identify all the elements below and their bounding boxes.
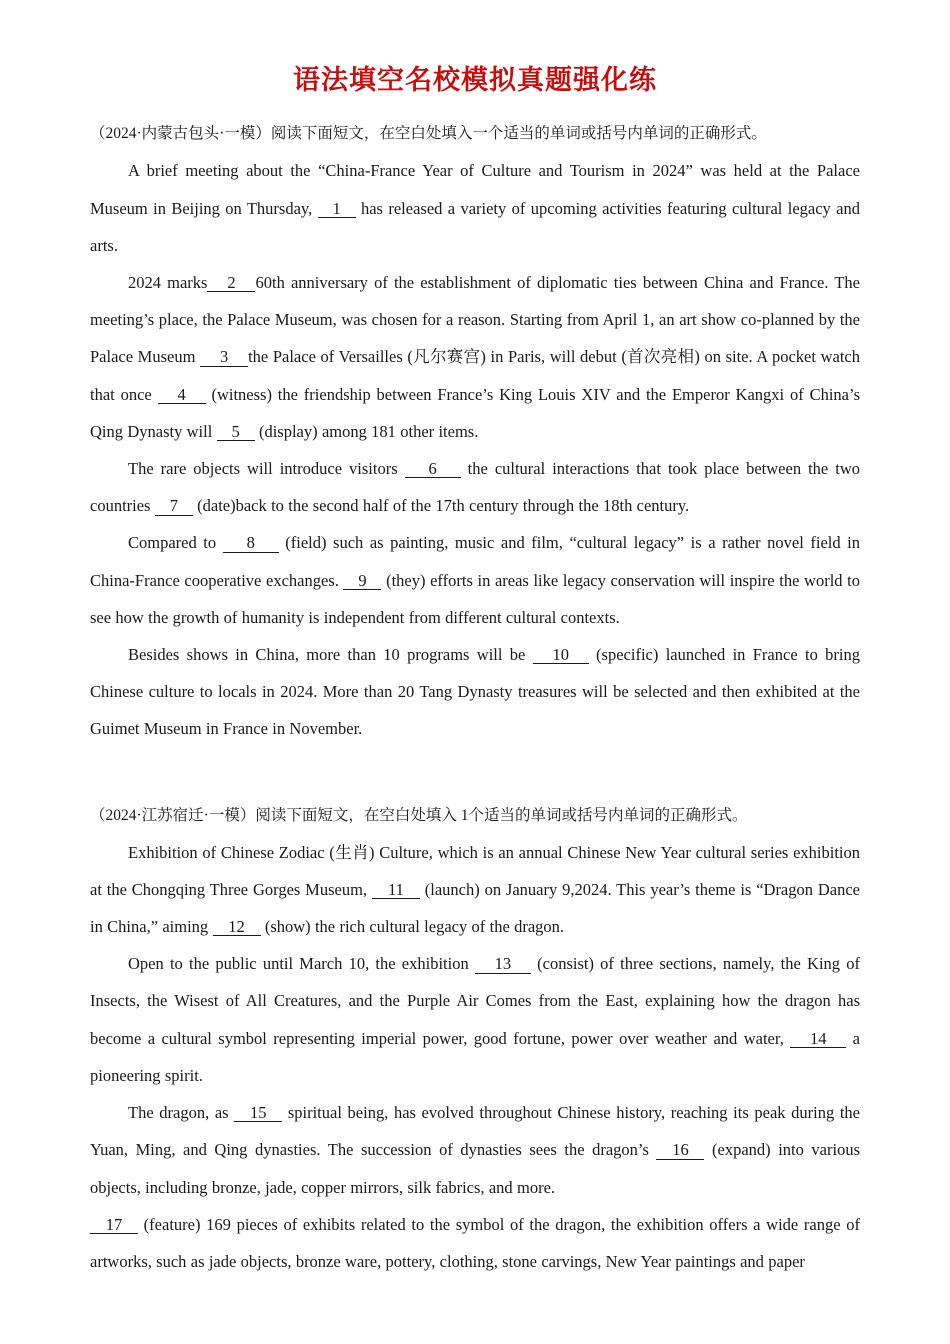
- passage-text: (witness) the friendship between France’s King Louis XIV and the Emperor Kangxi of China’s Qing Dynasty will: [90, 384, 860, 441]
- passage-text: Besides shows in China, more than 10 programs will be: [128, 645, 533, 665]
- passage-text: Open to the public until March 10, the exhibition: [128, 954, 475, 974]
- passage-body: [90, 146, 860, 747]
- passage-text: the cultural interactions that took place between the two countries: [90, 459, 860, 516]
- exercise-instruction: （2024·内蒙古包头·一模）阅读下面短文，在空白处填入一个适当的单词或括号内单词的正确形式。: [90, 125, 767, 143]
- answer-blank-3[interactable]: 3: [200, 348, 248, 366]
- passage-text: the Palace of Versailles (凡尔赛宫) in Paris, will debut (首次亮相) on site. A pocket watch that once: [90, 347, 860, 404]
- passage-text: (expand) into various objects, including bronze, jade, copper mirrors, silk fabrics, and more.: [90, 1140, 861, 1197]
- answer-blank-7[interactable]: 7: [155, 497, 193, 515]
- passage-paragraph: [90, 524, 860, 636]
- exercise-instruction: （2024·江苏宿迁·一模）阅读下面短文，在空白处填入 1个适当的单词或括号内单词的正确形式。: [90, 806, 748, 824]
- passage-paragraph: [90, 828, 860, 946]
- passage-paragraph: [90, 945, 860, 1094]
- passage-body: [90, 828, 860, 1280]
- passage-text: spiritual being, has evolved throughout Chinese history, reaching its peak during the Yuan, Ming, and Qing dynasties. The succession of dynasties sees the dragon’s: [90, 1103, 860, 1160]
- passage-text: a pioneering spirit.: [90, 1028, 860, 1085]
- passage-text: 60th anniversary of the establishment of diplomatic ties between China and France. The meeting’s place, the Palace Museum, was chosen for a reason. Starting from April 1, an art show co-planned by the Palace Museum: [90, 273, 861, 367]
- passage-text: (launch) on January 9,2024. This year’s theme is “Dragon Dance in China,” aiming: [90, 879, 860, 937]
- answer-blank-12[interactable]: 12: [213, 918, 261, 936]
- passage-text: 2024 marks: [128, 273, 208, 293]
- passage-text: (display) among 181 other items.: [254, 421, 479, 441]
- passage-text: (they) efforts in areas like legacy conservation will inspire the world to see how the growth of humanity is independent from different cultural contexts.: [90, 570, 860, 627]
- passage-paragraph: [90, 146, 860, 264]
- passage-paragraph: [90, 636, 860, 748]
- answer-blank-17[interactable]: 17: [90, 1216, 138, 1234]
- passage-text: (date)back to the second half of the 17th century through the 18th century.: [192, 496, 690, 516]
- answer-blank-16[interactable]: 16: [656, 1141, 704, 1159]
- passage-paragraph: [90, 1206, 860, 1280]
- exercise-list: [90, 96, 860, 1280]
- passage-paragraph: [90, 450, 860, 524]
- answer-blank-15[interactable]: 15: [234, 1104, 282, 1122]
- answer-blank-10[interactable]: 10: [533, 646, 589, 664]
- answer-blank-11[interactable]: 11: [372, 881, 420, 899]
- answer-blank-6[interactable]: 6: [405, 460, 461, 478]
- page-title: 语法填空名校模拟真题强化练: [293, 65, 657, 95]
- passage-text: (specific) launched in France to bring Chinese culture to locals in 2024. More than 20 Tang Dynasty treasures will be selected and then exhibited at the Guimet Museum in France in November.: [90, 645, 860, 739]
- answer-blank-1[interactable]: 1: [318, 200, 356, 218]
- answer-blank-2[interactable]: 2: [207, 274, 255, 292]
- answer-blank-8[interactable]: 8: [223, 534, 279, 552]
- answer-blank-5[interactable]: 5: [217, 423, 255, 441]
- passage-text: (consist) of three sections, namely, the King of Insects, the Wisest of All Creatures, and the Purple Air Comes from the East, explaining how the dragon has become a cultural symbol representing imperial power, good fortune, power over weather and water,: [90, 954, 860, 1048]
- passage-text: (show) the rich cultural legacy of the dragon.: [260, 917, 565, 937]
- passage-text: A brief meeting about the “China-France Year of Culture and Tourism in 2024” was held at the Palace Museum in Beijing on Thursday,: [90, 161, 860, 218]
- passage-paragraph: [90, 1094, 860, 1206]
- passage-text: (field) such as painting, music and film, “cultural legacy” is a rather novel field in China-France cooperative exchanges.: [90, 533, 860, 590]
- passage-text: (feature) 169 pieces of exhibits related to the symbol of the dragon, the exhibition offers a wide range of artworks, such as jade objects, bronze ware, pottery, clothing, stone carvings, New Year paintings and paper: [90, 1214, 860, 1271]
- passage-text: The dragon, as: [128, 1103, 235, 1123]
- answer-blank-14[interactable]: 14: [790, 1030, 846, 1048]
- passage-text: Compared to: [128, 533, 223, 553]
- passage-text: Exhibition of Chinese Zodiac (生肖) Culture, which is an annual Chinese New Year cultural series exhibition at the Chongqing Three Gorges Museum,: [90, 842, 860, 899]
- answer-blank-4[interactable]: 4: [158, 386, 206, 404]
- answer-blank-13[interactable]: 13: [475, 955, 531, 973]
- exercise-2: [90, 748, 860, 1280]
- passage-text: The rare objects will introduce visitors: [128, 459, 405, 479]
- exercise-1: [90, 96, 860, 747]
- answer-blank-9[interactable]: 9: [343, 572, 381, 590]
- passage-text: has released a variety of upcoming activities featuring cultural legacy and arts.: [90, 198, 860, 255]
- passage-paragraph: [90, 264, 860, 450]
